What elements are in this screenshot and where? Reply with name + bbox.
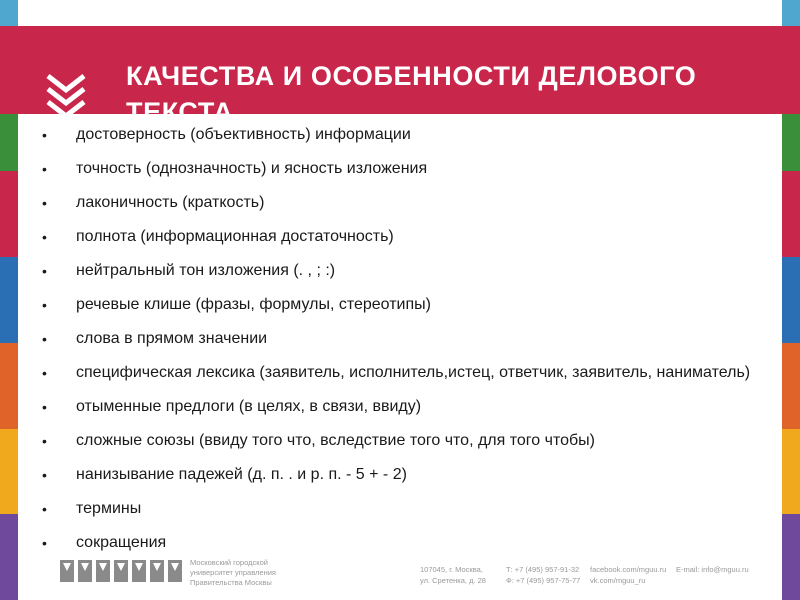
list-item bbox=[40, 158, 760, 180]
footer-address-line: ул. Сретенка, д. 28 bbox=[420, 576, 486, 585]
list-item-text: термины bbox=[76, 500, 142, 517]
bullet-icon: • bbox=[42, 535, 47, 551]
footer-address-line: 107045, г. Москва, bbox=[420, 565, 483, 574]
list-item bbox=[40, 532, 760, 554]
list-item bbox=[40, 464, 760, 486]
slide-title-line-2: ТЕКСТА bbox=[126, 97, 234, 127]
color-stripe bbox=[782, 514, 800, 600]
list-item bbox=[40, 192, 760, 214]
footer-email bbox=[676, 564, 749, 575]
list-item-text: слова в прямом значении bbox=[76, 330, 268, 347]
footer-org-name bbox=[190, 558, 310, 588]
slide-title-line-1: КАЧЕСТВА И ОСОБЕННОСТИ ДЕЛОВОГО bbox=[126, 61, 697, 91]
bullet-icon: • bbox=[42, 467, 47, 483]
bullet-icon: • bbox=[42, 399, 47, 415]
university-logo bbox=[58, 556, 188, 586]
list-item bbox=[40, 260, 760, 282]
color-stripe bbox=[0, 171, 18, 257]
color-stripe bbox=[0, 257, 18, 343]
slide-title bbox=[126, 58, 766, 130]
title-band bbox=[0, 26, 800, 127]
footer-address bbox=[420, 564, 486, 586]
footer-phones bbox=[506, 564, 580, 586]
list-item bbox=[40, 226, 760, 248]
bullet-icon: • bbox=[42, 365, 47, 381]
list-item-text: сокращения bbox=[76, 534, 167, 551]
list-item bbox=[40, 430, 760, 452]
qualities-list bbox=[40, 124, 760, 566]
list-item bbox=[40, 294, 760, 316]
bullet-icon: • bbox=[42, 263, 47, 279]
list-item-text: достоверность (объективность) информации bbox=[76, 126, 411, 143]
list-item-text: лаконичность (краткость) bbox=[76, 194, 265, 211]
list-item bbox=[40, 328, 760, 350]
bullet-icon: • bbox=[42, 127, 47, 143]
list-item-text: полнота (информационная достаточность) bbox=[76, 228, 394, 245]
footer-org-line: университет управления bbox=[190, 568, 276, 577]
list-item-text: отыменные предлоги (в целях, в связи, ввиду) bbox=[76, 398, 422, 415]
bullet-icon: • bbox=[42, 501, 47, 517]
bullet-icon: • bbox=[42, 161, 47, 177]
list-item bbox=[40, 362, 760, 384]
footer-phone-line: Ф: +7 (495) 957-75-77 bbox=[506, 576, 581, 585]
footer-org-line: Московский городской bbox=[190, 558, 268, 567]
bullet-icon: • bbox=[42, 195, 47, 211]
color-stripe bbox=[782, 343, 800, 429]
color-stripe bbox=[782, 257, 800, 343]
bullet-icon: • bbox=[42, 297, 47, 313]
list-item-text: точность (однозначность) и ясность изложения bbox=[76, 160, 428, 177]
color-stripe bbox=[0, 343, 18, 429]
footer-social-line: vk.com/mguu_ru bbox=[590, 576, 646, 585]
color-stripe bbox=[782, 171, 800, 257]
color-stripe bbox=[0, 514, 18, 600]
color-stripe bbox=[782, 429, 800, 515]
list-item bbox=[40, 124, 760, 146]
list-item-text: нанизывание падежей (д. п. . и р. п. - 5 + - 2) bbox=[76, 466, 407, 483]
footer-org-line: Правительства Москвы bbox=[190, 578, 272, 587]
footer bbox=[18, 552, 782, 600]
bullet-icon: • bbox=[42, 433, 47, 449]
list-item-text: нейтральный тон изложения (. , ; :) bbox=[76, 262, 336, 279]
chevron-down-icon bbox=[44, 72, 88, 120]
footer-social-line: facebook.com/mguu.ru bbox=[590, 565, 667, 574]
list-item bbox=[40, 396, 760, 418]
footer-email-line: E-mail: info@mguu.ru bbox=[676, 565, 749, 574]
list-item bbox=[40, 498, 760, 520]
list-item-text: сложные союзы (ввиду того что, вследствие того что, для того чтобы) bbox=[76, 432, 595, 449]
list-item-text: речевые клише (фразы, формулы, стереотипы) bbox=[76, 296, 431, 313]
color-stripe bbox=[0, 429, 18, 515]
bullet-icon: • bbox=[42, 229, 47, 245]
list-item-text: специфическая лексика (заявитель, исполнитель,истец, ответчик, заявитель, наниматель) bbox=[76, 364, 751, 381]
footer-social bbox=[590, 564, 666, 586]
bullet-icon: • bbox=[42, 331, 47, 347]
footer-phone-line: Т: +7 (495) 957-91-32 bbox=[506, 565, 580, 574]
